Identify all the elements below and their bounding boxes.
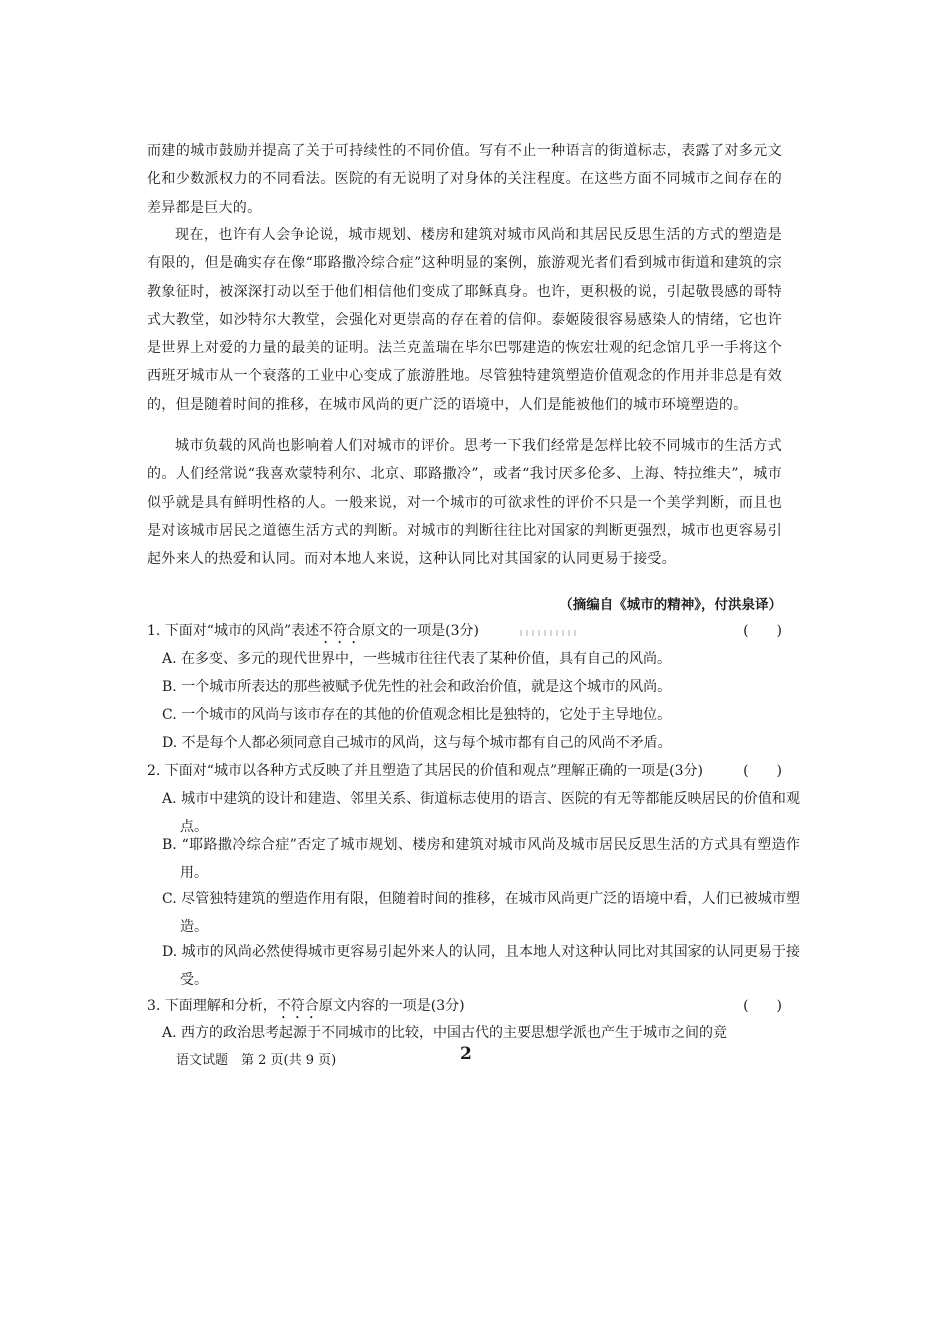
question-1-option-a: A. 在多变、多元的现代世界中，一些城市往往代表了某种价值，具有自己的风尚。 (162, 651, 672, 667)
question-2-option-b: B. “耶路撒冷综合症”否定了城市规划、楼房和建筑对城市风尚及城市居民反思生活的方式具有塑造作用。 (162, 837, 800, 881)
question-3-option-a: A. 西方的政治思考起源于不同城市的比较，中国古代的主要思想学派也产生于城市之间的竞 (162, 1025, 728, 1041)
question-3-stem: 3. 下面理解和分析，不符合原文内容的一项是(3分) ( ) (147, 992, 782, 1022)
answer-paren: ( ) (743, 763, 782, 779)
answer-paren: ( ) (743, 998, 782, 1014)
question-1-option-d: D. 不是每个人都必须同意自己城市的风尚，这与每个城市都有自己的风尚不矛盾。 (162, 735, 672, 751)
emphasis-text: 不符合 (276, 998, 319, 1014)
question-2-option-c: C. 尽管独特建筑的塑造作用有限，但随着时间的推移，在城市风尚更广泛的语境中看，人们已被城市塑造。 (162, 891, 800, 935)
emphasis-text: 不符合 (319, 623, 362, 639)
answer-paren: ( ) (743, 623, 782, 639)
passage-paragraph-3: 城市负载的风尚也影响着人们对城市的评价。思考一下我们经常是怎样比较不同城市的生活方式的。人们经常说“我喜欢蒙特利尔、北京、耶路撒冷”，或者“我讨厌多伦多、上海、特拉维夫”，城市似乎就是具有鲜明性格的人。一般来说，对一个城市的可欲求性的评价不只是一个美学判断，而且也是对该城市居民之道德生活方式的判断。对城市的判断往往比对国家的判断更强烈，城市也更容易引起外来人的热爱和认同。而对本地人来说，这种认同比对其国家的认同更易于接受。 (147, 438, 782, 568)
question-2-option-a: A. 城市中建筑的设计和建造、邻里关系、街道标志使用的语言、医院的有无等都能反映居民的价值和观点。 (162, 791, 800, 835)
question-2-stem: 2. 下面对“城市以各种方式反映了并且塑造了其居民的价值和观点”理解正确的一项是(3分) ( ) (147, 757, 782, 785)
question-2-option-d: D. 城市的风尚必然使得城市更容易引起外来人的认同，且本地人对这种认同比对其国家的认同更易于接受。 (162, 944, 800, 988)
passage-source: （摘编自《城市的精神》，付洪泉译） (559, 597, 782, 613)
page-footer: 语文试题 第 2 页(共 9 页) (176, 1053, 337, 1068)
passage-paragraph-2: 现在，也许有人会争论说，城市规划、楼房和建筑对城市风尚和其居民反思生活的方式的塑造是有限的，但是确实存在像“耶路撒冷综合症”这种明显的案例，旅游观光者们看到城市街道和建筑的宗教象征时，被深深打动以至于他们相信他们变成了耶稣真身。也许，更积极的说，引起敬畏感的哥特式大教堂，如沙特尔大教堂，会强化对更崇高的存在着的信仰。泰姬陵很容易感染人的情绪，它也许是世界上对爱的力量的最美的证明。法兰克盖瑞在毕尔巴鄂建造的恢宏壮观的纪念馆几乎一手将这个西班牙城市从一个衰落的工业中心变成了旅游胜地。尽管独特建筑塑造价值观念的作用并非总是有效的，但是随着时间的推移，在城市风尚的更广泛的语境中，人们是能被他们的城市环境塑造的。 (147, 227, 782, 413)
question-1-option-b: B. 一个城市所表达的那些被赋予优先性的社会和政治价值，就是这个城市的风尚。 (162, 679, 672, 695)
page-number: 2 (460, 1044, 472, 1064)
question-1-option-c: C. 一个城市的风尚与该市存在的其他的价值观念相比是独特的，它处于主导地位。 (162, 707, 672, 723)
question-1-stem: 1. 下面对“城市的风尚”表述不符合原文的一项是(3分) ( ) (147, 617, 782, 647)
passage-paragraph-1: 而建的城市鼓励并提高了关于可持续性的不同价值。写有不止一种语言的街道标志，表露了对多元文化和少数派权力的不同看法。医院的有无说明了对身体的关注程度。在这些方面不同城市之间存在的差异都是巨大的。 (147, 143, 782, 216)
